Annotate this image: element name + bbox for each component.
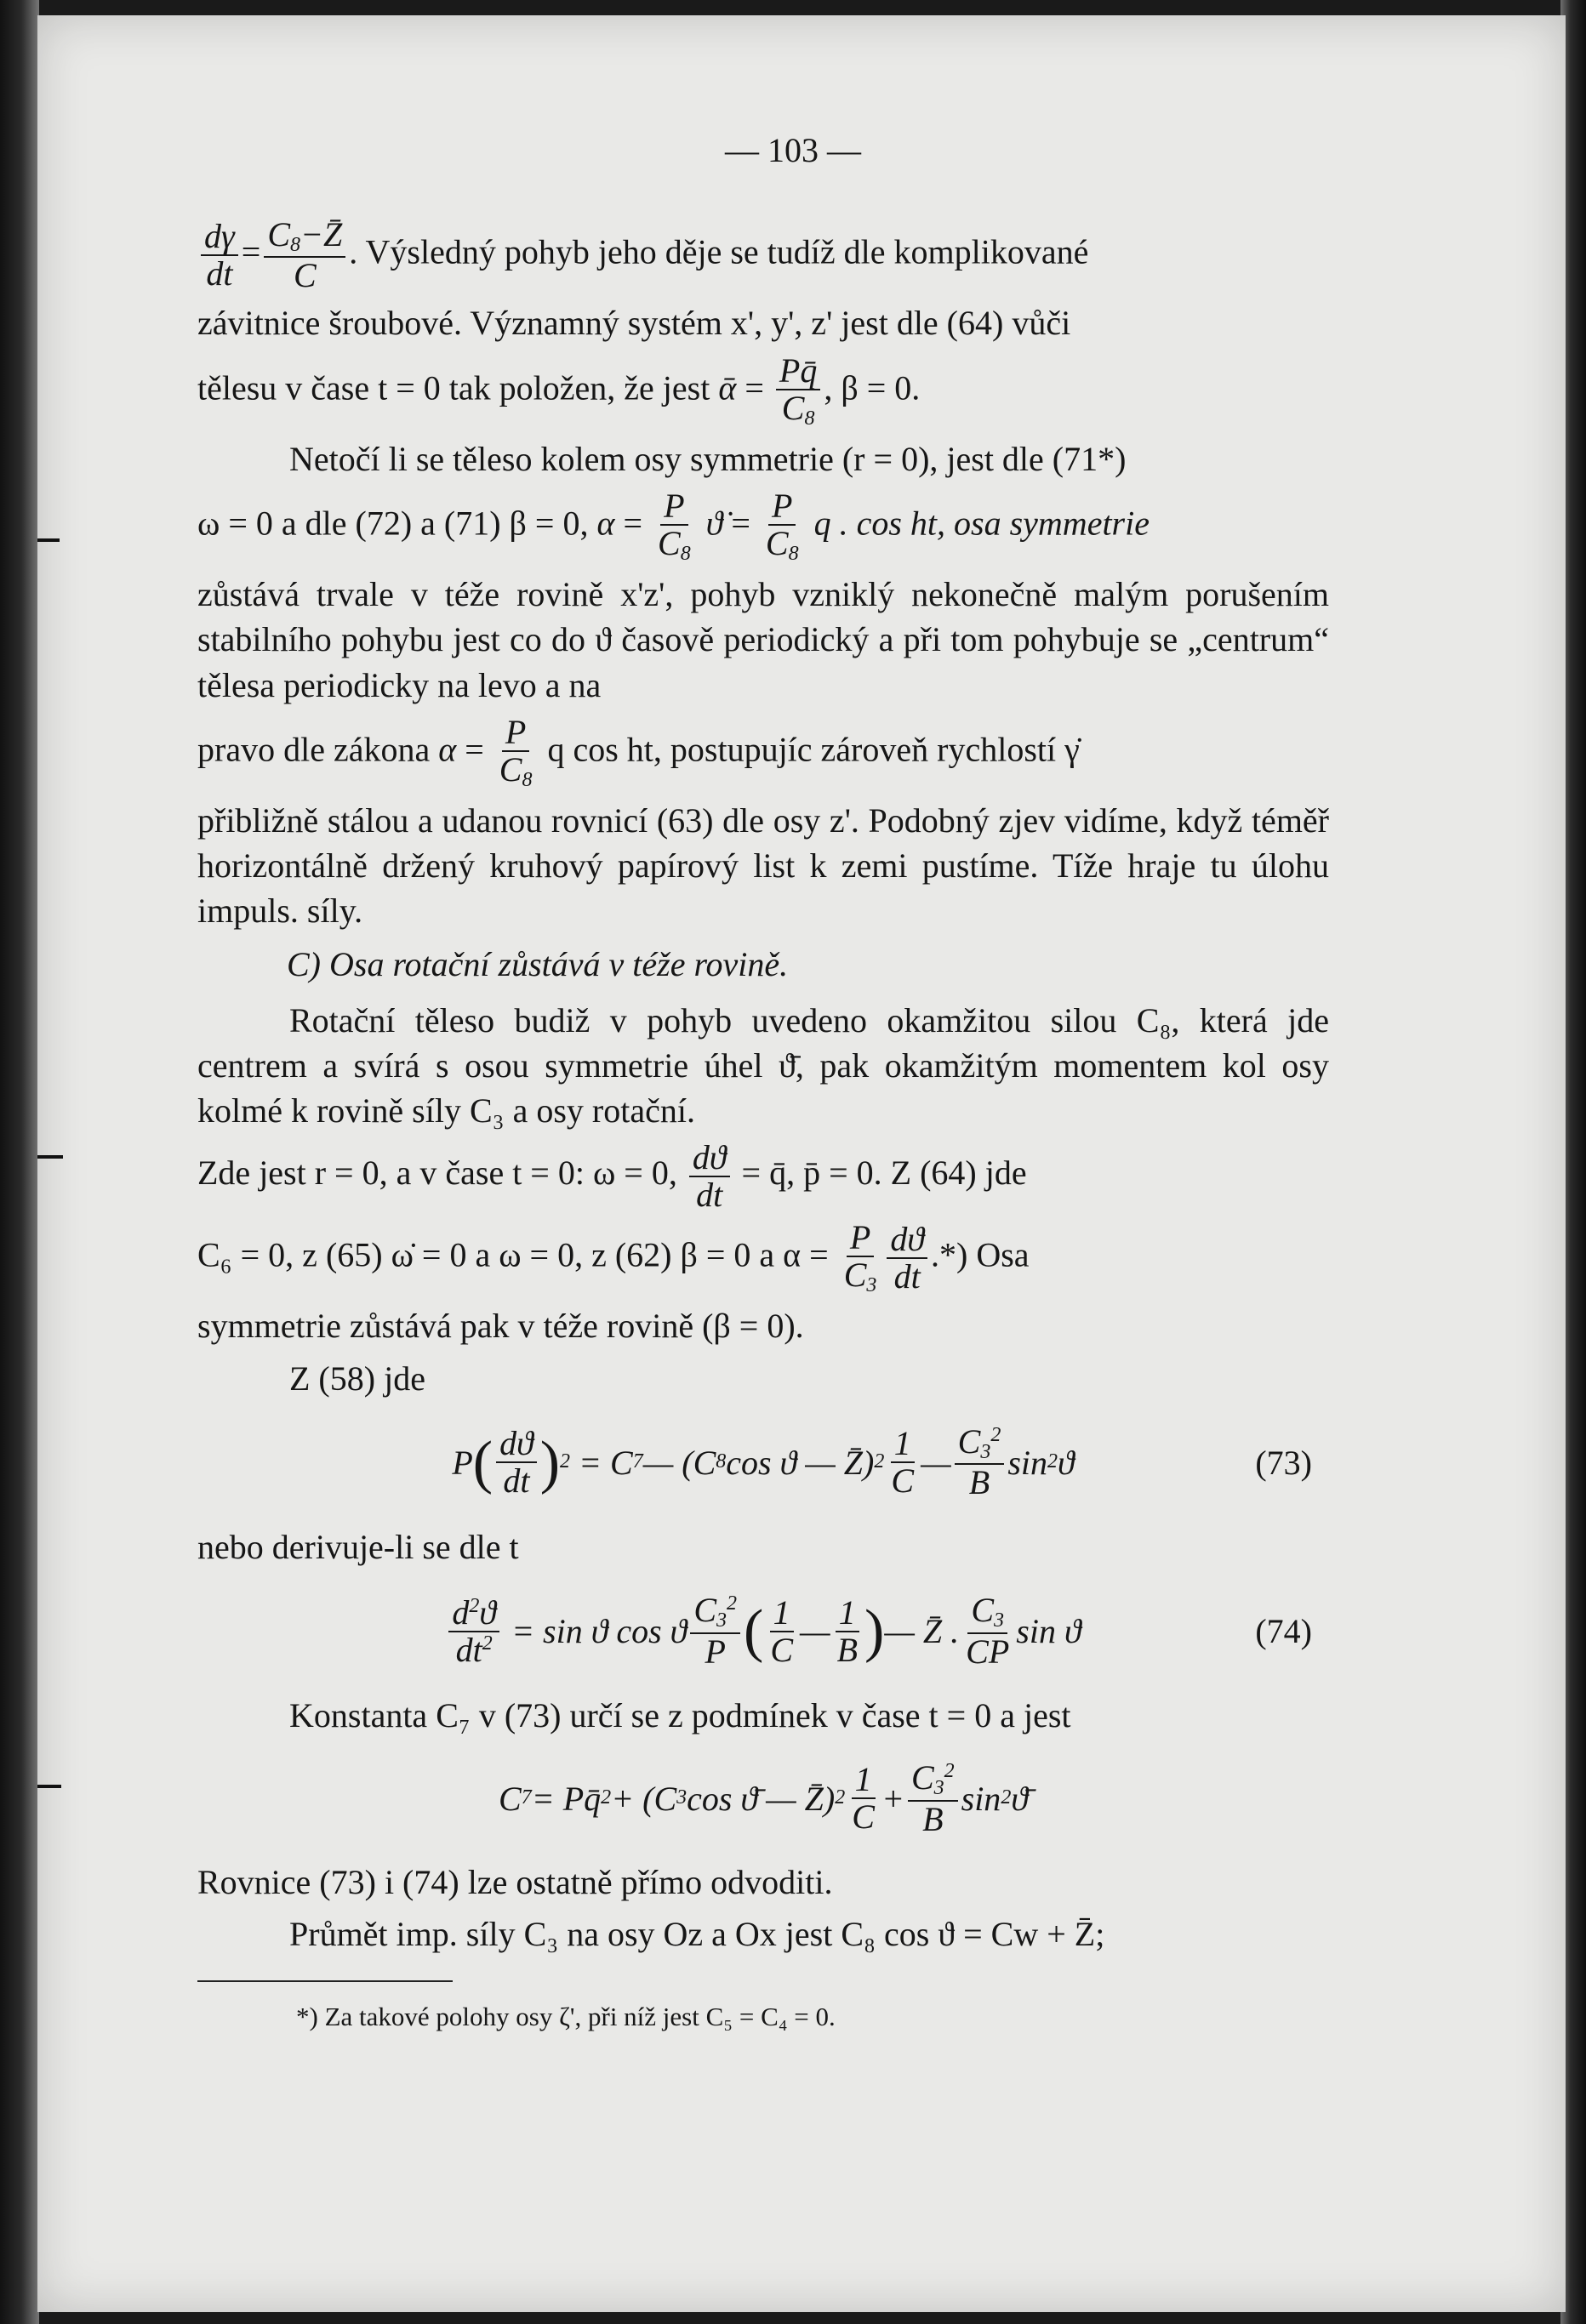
text-paragraph: zůstává trvale v téže rovině x'z', pohyb vzniklý nekonečně malým porušením stabilního pohybu jest co do ϑ časově periodický a při tom pohybuje se „centrum“ tělesa periodicky na levo a na xyxy=(197,575,1329,704)
fraction-dtheta-dt: $\frac{dϑ}{dt}$ xyxy=(496,1426,537,1499)
text-line: Průmět imp. síly C₃ na osy Oz a Ox jest C₈ cos ϑ = Cw + Z̄; xyxy=(289,1914,1105,1953)
text-line: závitnice šroubové. Významný systém x', y', z' jest dle (64) vůči xyxy=(197,304,1071,343)
margin-tick xyxy=(37,1785,61,1788)
fraction-c3-minus-z-over-c: $\frac{C_8-Z̄}{C}$ xyxy=(264,217,345,293)
page-number: — 103 — xyxy=(725,131,861,169)
text-line: $\frac{d\gamma}{dt}$ = $\frac{C_8-Z̄}{C}$ . Výsledný pohyb jeho děje se tudíž dle komplikované xyxy=(197,217,1329,293)
margin-tick xyxy=(37,538,60,542)
text-line: nebo derivuje-li se dle t xyxy=(197,1527,519,1566)
footnote: *) Za takové polohy osy ζ', při níž jest C₅ = C₄ = 0. xyxy=(296,2001,836,2031)
text-line xyxy=(197,1220,1329,1296)
fraction-1-over-c: $\frac{1}{C}$ xyxy=(852,1760,875,1837)
margin-tick xyxy=(37,1155,63,1159)
text-span: ω = 0 a dle (72) a (71) β = 0, xyxy=(197,504,589,543)
equation-74: $\frac{d^2ϑ}{dt^2}$ = sin ϑ cos ϑ $\frac{C_3^2}{P}$ ( $\frac{1}{C}$ — $\frac{1}{B}$ ) — Z̄ . $\frac{C_3}{CP}$ sin ϑ (74) xyxy=(197,1592,1329,1671)
text-span: C₆ = 0, z (65) ω̇ = 0 a ω = 0, z (62) β = 0 a α = xyxy=(197,1235,829,1274)
fraction-dgamma-dt: $\frac{d\gamma}{dt}$ xyxy=(201,219,238,292)
fraction-1-over-b: $\frac{1}{B}$ xyxy=(836,1592,859,1669)
fraction-p-over-c3: $\frac{P}{C_8}$ xyxy=(658,486,691,565)
text-line xyxy=(197,1140,1329,1213)
fraction-p-over-c3: $\frac{P}{C_3}$ xyxy=(843,1218,877,1297)
fraction-c3sq-over-b: $\frac{C_3^2}{B}$ xyxy=(955,1424,1005,1501)
fraction-c3sq-over-p: $\frac{C_3^2}{P}$ xyxy=(690,1592,740,1669)
text-line: pravo dle zákona α = $\frac{P}{C_8}$ q cos ht, postupujíc zároveň rychlostí γ̇ xyxy=(197,712,1080,791)
text-span: . Výsledný pohyb jeho děje se tudíž dle komplikované xyxy=(349,232,1089,271)
text-span: tělesu v čase t = 0 tak položen, že jest xyxy=(197,367,710,407)
text-span: .*) Osa xyxy=(931,1235,1030,1274)
page-body xyxy=(197,128,1329,2034)
text-span: pravo dle zákona xyxy=(197,729,431,768)
text-span: Zde jest r = 0, a v čase t = 0: ω = 0, xyxy=(197,1153,677,1193)
text-span: q cos ht, postupujíc zároveň rychlostí γ̇ xyxy=(547,729,1080,768)
fraction-dtheta-dt: $\frac{dϑ}{dt}$ xyxy=(887,1222,927,1295)
footnote-rule xyxy=(197,1980,453,1982)
scan-edge-left xyxy=(0,0,39,2324)
fraction-p-over-c3: $\frac{P}{C_8}$ xyxy=(499,712,533,791)
text-line: ω = 0 a dle (72) a (71) β = 0, α = $\frac{P}{C_8}$ ϑ̇ = $\frac{P}{C_8}$ q . cos ht, osa symmetrie xyxy=(197,486,1150,565)
section-title: C) Osa rotační zůstává v téže rovině. xyxy=(287,945,789,984)
fraction-d2theta-dt2: $\frac{d^2ϑ}{dt^2}$ xyxy=(448,1595,499,1668)
equation-number: (73) xyxy=(1255,1443,1312,1482)
text-line: symmetrie zůstává pak v téže rovině (β = 0). xyxy=(197,1307,804,1346)
text-paragraph: Rotační těleso budiž v pohyb uvedeno okamžitou silou C₈, která jde centrem a svírá s osou symmetrie úhel ϑ̄, pak okamžitým momentem kol osy kolmé k rovině síly C₃ a osy rotační. xyxy=(197,1000,1329,1130)
text-span: β = 0. xyxy=(841,367,921,407)
text-span: q . cos ht, osa symmetrie xyxy=(813,504,1150,543)
fraction-dtheta-dt: $\frac{dϑ}{dt}$ xyxy=(689,1140,730,1213)
equation-73: P ( $\frac{dϑ}{dt}$ ) 2 = C 7 — (C 8 cos ϑ — Z̄) 2 $\frac{1}{C}$ — $\frac{C_3^2}{B}$ sin 2 ϑ (73) xyxy=(452,1422,1312,1502)
fraction-1-over-c: $\frac{1}{C}$ xyxy=(891,1424,915,1501)
text-span: = q̄, p̄ = 0. Z (64) jde xyxy=(741,1153,1027,1193)
text-line: tělesu v čase t = 0 tak položen, že jest ᾱ = $\frac{Pq̄}{C_8}$ , β = 0. xyxy=(197,350,921,430)
text-line: Z (58) jde xyxy=(289,1359,425,1398)
fraction-c3sq-over-b: $\frac{C_3^2}{B}$ xyxy=(908,1760,958,1837)
equation-c7: C 7 = Pq̄ 2 + (C 3 cos ϑ̄ — Z̄) 2 $\frac{1}{C}$ + $\frac{C_3^2}{B}$ sin 2 ϑ̄ xyxy=(499,1758,1028,1838)
fraction-pq-over-c3: $\frac{Pq̄}{C_8}$ xyxy=(776,353,820,430)
text-line: Rovnice (73) i (74) lze ostatně přímo odvoditi. xyxy=(197,1862,833,1901)
equation-number: (74) xyxy=(1255,1611,1312,1650)
fraction-1-over-c: $\frac{1}{C}$ xyxy=(770,1592,793,1669)
text-line: Netočí li se těleso kolem osy symmetrie (r = 0), jest dle (71*) xyxy=(289,439,1127,478)
fraction-p-over-c3: $\frac{P}{C_8}$ xyxy=(765,486,799,565)
text-paragraph: přibližně stálou a udanou rovnicí (63) dle osy z'. Podobný zjev vidíme, když téměř horizontálně držený kruhový papírový list k zemi pustíme. Tíže hraje tu úlohu impuls. síly. xyxy=(197,800,1329,931)
text-line: Konstanta C₇ v (73) určí se z podmínek v čase t = 0 a jest xyxy=(289,1696,1071,1735)
fraction-c3-over-cp: $\frac{C_3}{CP}$ xyxy=(966,1591,1010,1671)
